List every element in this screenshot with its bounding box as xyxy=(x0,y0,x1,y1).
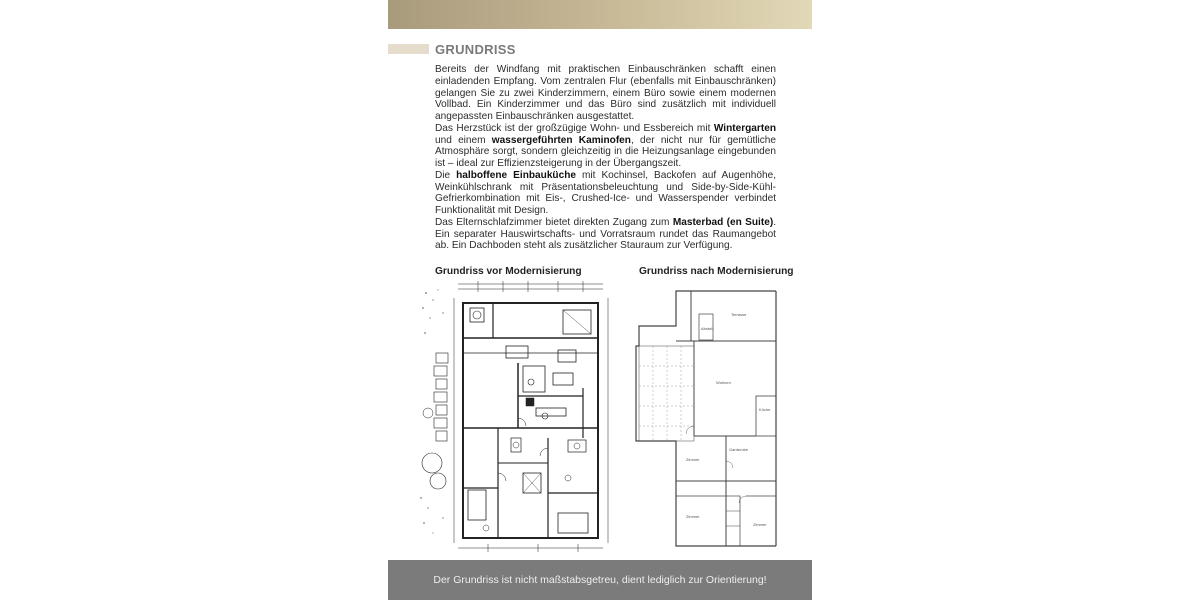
section-accent-bar xyxy=(388,44,429,54)
room-label-zimmer-3: Zimmer xyxy=(753,522,767,527)
floorplan-before-drawing xyxy=(418,278,618,558)
highlight-kitchen: halboffene Einbauküche xyxy=(456,169,576,181)
floorplan-after-drawing xyxy=(631,286,781,550)
room-label-wardrobe: Abstell. xyxy=(701,326,715,331)
brochure-page xyxy=(388,0,812,600)
floorplan-before xyxy=(418,278,618,558)
room-label-wohnen: Wohnen xyxy=(716,380,731,385)
room-label-terrace: Terrasse xyxy=(731,312,747,317)
room-label-kueche: Küche xyxy=(759,407,771,412)
section-heading: GRUNDRISS xyxy=(435,42,516,57)
floorplan-after xyxy=(631,286,781,550)
footer-disclaimer xyxy=(388,560,812,600)
room-label-garderobe: Garderobe xyxy=(729,447,749,452)
paragraph-living: Das Herzstück ist der großzügige Wohn- und Essbereich mit Wintergarten und einem wassergeführten Kaminofen, der nicht nur für gemütliche Atmosphäre sorgt, sondern gleichzeitig in die Heizungsanlage eingebunden ist – ideal zur Effizienzsteigerung in der Übergangszeit. xyxy=(435,122,777,169)
paragraph-entrance: Bereits der Windfang mit praktischen Einbauschränken schafft einen einladenden Empfang. Vom zentralen Flur (ebenfalls mit Einbauschränken) gelangen Sie zu zwei Kinderzimmern, einem Büro sowie einem modernen Vollbad. Ein Kinderzimmer und das Büro sind zusätzlich mit individuell angepassten Einbauschränken ausgestattet. xyxy=(435,64,776,122)
caption-before: Grundriss vor Modernisierung xyxy=(435,266,582,277)
caption-after: Grundriss nach Modernisierung xyxy=(639,266,794,277)
highlight-wintergarten: Wintergarten xyxy=(713,122,776,134)
description-text xyxy=(435,64,776,252)
paragraph-kitchen: Die halboffene Einbauküche mit Kochinsel, Backofen auf Augenhöhe, Weinkühlschrank mit Präsentationsbeleuchtung und Side-by-Side-Kühl-Gefrierkombination mit Eis-, Crushed-Ice- und Wasserspender verbindet Funktionalität mit Design. xyxy=(435,169,777,216)
footer-note: Der Grundriss ist nicht maßstabsgetreu, dient lediglich zur Orientierung! xyxy=(433,574,767,586)
header-band xyxy=(388,0,812,29)
room-label-zimmer-2: Zimmer xyxy=(686,514,700,519)
room-label-zimmer-1: Zimmer xyxy=(686,457,700,462)
highlight-kaminofen: wassergeführten Kaminofen xyxy=(491,134,631,146)
paragraph-master: Das Elternschlafzimmer bietet direkten Zugang zum Masterbad (en Suite). Ein separater Hauswirtschafts- und Vorratsraum rundet das Raumangebot ab. Ein Dachboden steht als zusätzlicher Stauraum zur Verfügung. xyxy=(435,216,776,252)
highlight-masterbad: Masterbad (en Suite) xyxy=(672,216,774,228)
